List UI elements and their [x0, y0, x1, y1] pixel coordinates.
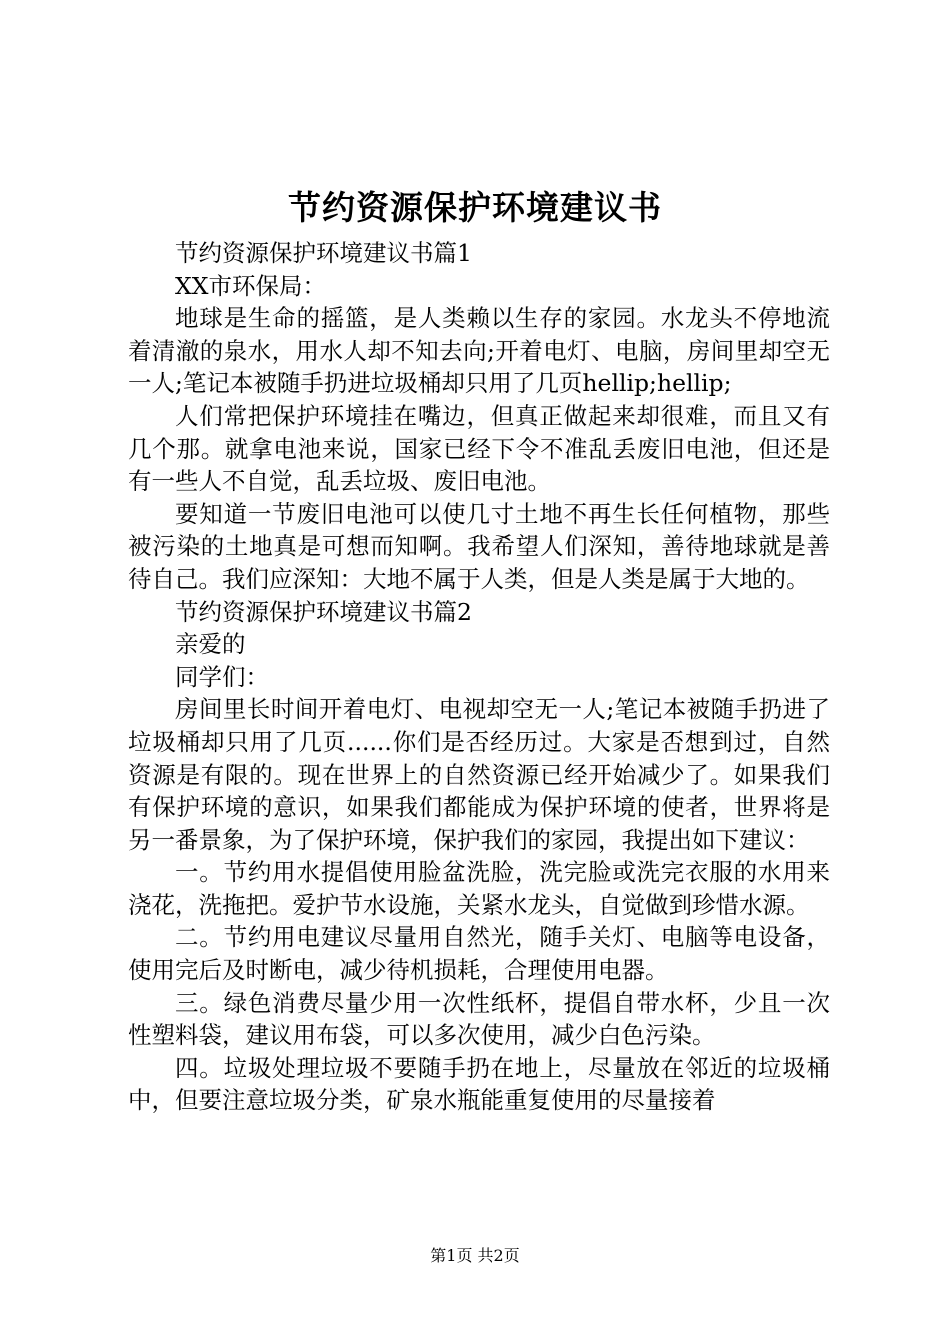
suggestion-item: 二。节约用电建议尽量用自然光，随手关灯、电脑等电设备，使用完后及时断电，减少待机损耗，合理使用电器。 [128, 923, 830, 985]
document-body [128, 237, 830, 1117]
section-heading-2: 节约资源保护环境建议书篇2 [175, 597, 472, 626]
salutation-line: 同学们： [175, 662, 269, 691]
paragraph: 人们常把保护环境挂在嘴边，但真正做起来却很难，而且又有几个那。就拿电池来说，国家已经下令不准乱丢废旧电池，但还是有一些人不自觉，乱丢垃圾、废旧电池。 [128, 401, 830, 496]
salutation-line: 亲爱的 [175, 630, 246, 659]
paragraph: 地球是生命的摇篮，是人类赖以生存的家园。水龙头不停地流着清澈的泉水，用水人却不知去向;开着电灯、电脑，房间里却空无一人;笔记本被随手扔进垃圾桶却只用了几页hellip;hellip; [128, 304, 830, 398]
salutation-recipient: XX市环保局： [175, 271, 326, 300]
document-title: 节约资源保护环境建议书 [288, 188, 662, 227]
suggestion-item: 三。绿色消费尽量少用一次性纸杯，提倡自带水杯，少且一次性塑料袋，建议用布袋，可以多次使用，减少白色污染。 [128, 988, 830, 1050]
suggestion-item: 一。节约用水提倡使用脸盆洗脸，洗完脸或洗完衣服的水用来浇花，洗拖把。爱护节水设施，关紧水龙头，自觉做到珍惜水源。 [128, 858, 830, 919]
paragraph: 房间里长时间开着电灯、电视却空无一人;笔记本被随手扔进了垃圾桶却只用了几页......你们是否经历过。大家是否想到过，自然资源是有限的。现在世界上的自然资源已经开始减少了。如果我们有保护环境的意识，如果我们都能成为保护环境的使者，世界将是另一番景象，为了保护环境，保护我们的家园，我提出如下建议： [128, 695, 830, 854]
section-heading-1: 节约资源保护环境建议书篇1 [175, 239, 472, 267]
suggestion-item: 四。垃圾处理垃圾不要随手扔在地上，尽量放在邻近的垃圾桶中，但要注意垃圾分类，矿泉水瓶能重复使用的尽量接着 [128, 1053, 830, 1115]
page-footer: 第1页 共2页 [430, 1246, 520, 1265]
paragraph: 要知道一节废旧电池可以使几寸土地不再生长任何植物，那些被污染的土地真是可想而知啊。我希望人们深知，善待地球就是善待自己。我们应深知：大地不属于人类，但是人类是属于大地的。 [128, 499, 830, 593]
